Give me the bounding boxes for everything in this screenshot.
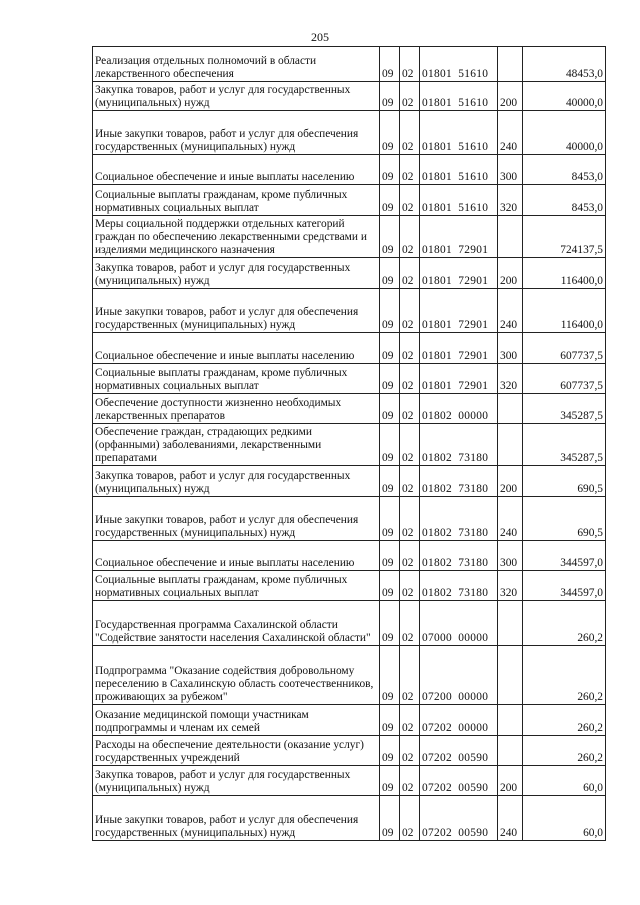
row-expense-type-cell bbox=[498, 736, 523, 766]
row-target-article-cell: 07202 00590 bbox=[420, 736, 498, 766]
row-expense-type-cell bbox=[498, 705, 523, 736]
row-subsection-cell: 02 bbox=[400, 47, 420, 82]
row-target-article-cell: 01802 73180 bbox=[420, 571, 498, 601]
row-name-cell: Обеспечение доступности жизненно необходимых лекарственных препаратов bbox=[93, 394, 380, 424]
table-row bbox=[93, 289, 606, 333]
row-section-cell: 09 bbox=[380, 571, 400, 601]
table-row bbox=[93, 333, 606, 364]
budget-table-body bbox=[93, 47, 606, 841]
row-subsection-cell: 02 bbox=[400, 601, 420, 646]
row-subsection-cell: 02 bbox=[400, 111, 420, 155]
row-subsection-cell: 02 bbox=[400, 82, 420, 111]
row-target-article-cell: 01801 51610 bbox=[420, 47, 498, 82]
row-target-article-cell: 07202 00590 bbox=[420, 766, 498, 796]
row-name-cell: Иные закупки товаров, работ и услуг для обеспечения государственных (муниципальных) нужд bbox=[93, 289, 380, 333]
row-expense-type-cell: 200 bbox=[498, 82, 523, 111]
row-subsection-cell: 02 bbox=[400, 497, 420, 541]
row-subsection-cell: 02 bbox=[400, 216, 420, 258]
row-amount-cell: 40000,0 bbox=[523, 82, 606, 111]
row-target-article-cell: 01801 72901 bbox=[420, 333, 498, 364]
row-section-cell: 09 bbox=[380, 216, 400, 258]
row-subsection-cell: 02 bbox=[400, 185, 420, 216]
row-subsection-cell: 02 bbox=[400, 705, 420, 736]
row-section-cell: 09 bbox=[380, 796, 400, 841]
table-row bbox=[93, 216, 606, 258]
row-expense-type-cell: 200 bbox=[498, 258, 523, 289]
row-target-article-cell: 01801 51610 bbox=[420, 111, 498, 155]
table-row bbox=[93, 111, 606, 155]
row-expense-type-cell bbox=[498, 47, 523, 82]
row-subsection-cell: 02 bbox=[400, 364, 420, 394]
table-row bbox=[93, 736, 606, 766]
row-name-cell: Социальные выплаты гражданам, кроме публичных нормативных социальных выплат bbox=[93, 571, 380, 601]
row-name-cell: Закупка товаров, работ и услуг для государственных (муниципальных) нужд bbox=[93, 258, 380, 289]
row-section-cell: 09 bbox=[380, 289, 400, 333]
row-name-cell: Социальное обеспечение и иные выплаты населению bbox=[93, 541, 380, 571]
row-subsection-cell: 02 bbox=[400, 541, 420, 571]
row-subsection-cell: 02 bbox=[400, 736, 420, 766]
row-name-cell: Обеспечение граждан, страдающих редкими (орфанными) заболеваниями, лекарственными препаратами bbox=[93, 424, 380, 466]
row-section-cell: 09 bbox=[380, 394, 400, 424]
row-name-cell: Иные закупки товаров, работ и услуг для обеспечения государственных (муниципальных) нужд bbox=[93, 796, 380, 841]
row-subsection-cell: 02 bbox=[400, 289, 420, 333]
row-expense-type-cell: 320 bbox=[498, 364, 523, 394]
row-target-article-cell: 01801 72901 bbox=[420, 216, 498, 258]
row-section-cell: 09 bbox=[380, 736, 400, 766]
row-subsection-cell: 02 bbox=[400, 394, 420, 424]
row-subsection-cell: 02 bbox=[400, 646, 420, 705]
row-expense-type-cell: 240 bbox=[498, 111, 523, 155]
row-target-article-cell: 01802 00000 bbox=[420, 394, 498, 424]
table-row bbox=[93, 424, 606, 466]
row-amount-cell: 260,2 bbox=[523, 601, 606, 646]
row-section-cell: 09 bbox=[380, 258, 400, 289]
table-row bbox=[93, 364, 606, 394]
row-section-cell: 09 bbox=[380, 466, 400, 497]
table-row bbox=[93, 541, 606, 571]
row-amount-cell: 60,0 bbox=[523, 766, 606, 796]
row-target-article-cell: 01802 73180 bbox=[420, 424, 498, 466]
row-amount-cell: 345287,5 bbox=[523, 394, 606, 424]
row-name-cell: Социальное обеспечение и иные выплаты населению bbox=[93, 333, 380, 364]
table-row bbox=[93, 705, 606, 736]
row-amount-cell: 260,2 bbox=[523, 705, 606, 736]
row-target-article-cell: 01801 72901 bbox=[420, 364, 498, 394]
row-amount-cell: 260,2 bbox=[523, 736, 606, 766]
row-section-cell: 09 bbox=[380, 497, 400, 541]
row-target-article-cell: 01801 72901 bbox=[420, 258, 498, 289]
table-row bbox=[93, 766, 606, 796]
row-section-cell: 09 bbox=[380, 541, 400, 571]
row-amount-cell: 724137,5 bbox=[523, 216, 606, 258]
table-row bbox=[93, 497, 606, 541]
table-row bbox=[93, 571, 606, 601]
row-amount-cell: 8453,0 bbox=[523, 155, 606, 185]
table-row bbox=[93, 47, 606, 82]
row-subsection-cell: 02 bbox=[400, 424, 420, 466]
table-row bbox=[93, 601, 606, 646]
row-expense-type-cell: 320 bbox=[498, 185, 523, 216]
row-section-cell: 09 bbox=[380, 333, 400, 364]
row-target-article-cell: 01801 51610 bbox=[420, 82, 498, 111]
row-section-cell: 09 bbox=[380, 155, 400, 185]
row-target-article-cell: 01801 72901 bbox=[420, 289, 498, 333]
row-target-article-cell: 01801 51610 bbox=[420, 155, 498, 185]
row-expense-type-cell: 200 bbox=[498, 766, 523, 796]
table-row bbox=[93, 394, 606, 424]
row-section-cell: 09 bbox=[380, 601, 400, 646]
row-amount-cell: 48453,0 bbox=[523, 47, 606, 82]
row-section-cell: 09 bbox=[380, 47, 400, 82]
row-section-cell: 09 bbox=[380, 364, 400, 394]
row-expense-type-cell: 300 bbox=[498, 541, 523, 571]
row-target-article-cell: 01801 51610 bbox=[420, 185, 498, 216]
row-name-cell: Закупка товаров, работ и услуг для государственных (муниципальных) нужд bbox=[93, 766, 380, 796]
row-name-cell: Иные закупки товаров, работ и услуг для обеспечения государственных (муниципальных) нужд bbox=[93, 497, 380, 541]
row-section-cell: 09 bbox=[380, 766, 400, 796]
row-section-cell: 09 bbox=[380, 705, 400, 736]
row-subsection-cell: 02 bbox=[400, 155, 420, 185]
row-amount-cell: 260,2 bbox=[523, 646, 606, 705]
table-row bbox=[93, 646, 606, 705]
row-subsection-cell: 02 bbox=[400, 571, 420, 601]
row-expense-type-cell bbox=[498, 216, 523, 258]
row-section-cell: 09 bbox=[380, 111, 400, 155]
row-amount-cell: 8453,0 bbox=[523, 185, 606, 216]
row-amount-cell: 40000,0 bbox=[523, 111, 606, 155]
row-amount-cell: 344597,0 bbox=[523, 541, 606, 571]
row-expense-type-cell: 200 bbox=[498, 466, 523, 497]
row-amount-cell: 116400,0 bbox=[523, 289, 606, 333]
budget-table bbox=[92, 46, 606, 841]
table-row bbox=[93, 258, 606, 289]
row-name-cell: Социальные выплаты гражданам, кроме публичных нормативных социальных выплат bbox=[93, 185, 380, 216]
table-row bbox=[93, 185, 606, 216]
row-expense-type-cell bbox=[498, 424, 523, 466]
table-row bbox=[93, 466, 606, 497]
row-target-article-cell: 07202 00590 bbox=[420, 796, 498, 841]
table-row bbox=[93, 796, 606, 841]
row-target-article-cell: 07200 00000 bbox=[420, 646, 498, 705]
row-expense-type-cell bbox=[498, 394, 523, 424]
row-section-cell: 09 bbox=[380, 82, 400, 111]
row-amount-cell: 690,5 bbox=[523, 497, 606, 541]
row-name-cell: Расходы на обеспечение деятельности (оказание услуг) государственных учреждений bbox=[93, 736, 380, 766]
row-target-article-cell: 01802 73180 bbox=[420, 466, 498, 497]
row-name-cell: Закупка товаров, работ и услуг для государственных (муниципальных) нужд bbox=[93, 466, 380, 497]
row-name-cell: Реализация отдельных полномочий в области лекарственного обеспечения bbox=[93, 47, 380, 82]
row-amount-cell: 344597,0 bbox=[523, 571, 606, 601]
row-name-cell: Государственная программа Сахалинской области "Содействие занятости населения Сахалинской области" bbox=[93, 601, 380, 646]
row-name-cell: Социальные выплаты гражданам, кроме публичных нормативных социальных выплат bbox=[93, 364, 380, 394]
table-row bbox=[93, 155, 606, 185]
row-subsection-cell: 02 bbox=[400, 796, 420, 841]
row-subsection-cell: 02 bbox=[400, 466, 420, 497]
row-expense-type-cell: 300 bbox=[498, 155, 523, 185]
row-amount-cell: 116400,0 bbox=[523, 258, 606, 289]
row-subsection-cell: 02 bbox=[400, 766, 420, 796]
row-section-cell: 09 bbox=[380, 646, 400, 705]
row-name-cell: Закупка товаров, работ и услуг для государственных (муниципальных) нужд bbox=[93, 82, 380, 111]
row-amount-cell: 60,0 bbox=[523, 796, 606, 841]
row-target-article-cell: 01802 73180 bbox=[420, 541, 498, 571]
row-expense-type-cell: 240 bbox=[498, 497, 523, 541]
row-name-cell: Подпрограмма "Оказание содействия добровольному переселению в Сахалинскую область соотечественников, проживающих за рубежом" bbox=[93, 646, 380, 705]
row-target-article-cell: 01802 73180 bbox=[420, 497, 498, 541]
row-section-cell: 09 bbox=[380, 185, 400, 216]
row-target-article-cell: 07000 00000 bbox=[420, 601, 498, 646]
row-expense-type-cell: 240 bbox=[498, 289, 523, 333]
row-expense-type-cell bbox=[498, 646, 523, 705]
row-expense-type-cell: 300 bbox=[498, 333, 523, 364]
row-name-cell: Иные закупки товаров, работ и услуг для обеспечения государственных (муниципальных) нужд bbox=[93, 111, 380, 155]
row-amount-cell: 690,5 bbox=[523, 466, 606, 497]
row-subsection-cell: 02 bbox=[400, 333, 420, 364]
row-name-cell: Меры социальной поддержки отдельных категорий граждан по обеспечению лекарственными средствами и изделиями медицинского назначения bbox=[93, 216, 380, 258]
row-section-cell: 09 bbox=[380, 424, 400, 466]
row-amount-cell: 607737,5 bbox=[523, 333, 606, 364]
row-target-article-cell: 07202 00000 bbox=[420, 705, 498, 736]
row-subsection-cell: 02 bbox=[400, 258, 420, 289]
row-name-cell: Оказание медицинской помощи участникам подпрограммы и членам их семей bbox=[93, 705, 380, 736]
table-row bbox=[93, 82, 606, 111]
row-expense-type-cell: 320 bbox=[498, 571, 523, 601]
row-expense-type-cell bbox=[498, 601, 523, 646]
row-amount-cell: 607737,5 bbox=[523, 364, 606, 394]
row-expense-type-cell: 240 bbox=[498, 796, 523, 841]
row-name-cell: Социальное обеспечение и иные выплаты населению bbox=[93, 155, 380, 185]
row-amount-cell: 345287,5 bbox=[523, 424, 606, 466]
page-number: 205 bbox=[311, 30, 329, 44]
